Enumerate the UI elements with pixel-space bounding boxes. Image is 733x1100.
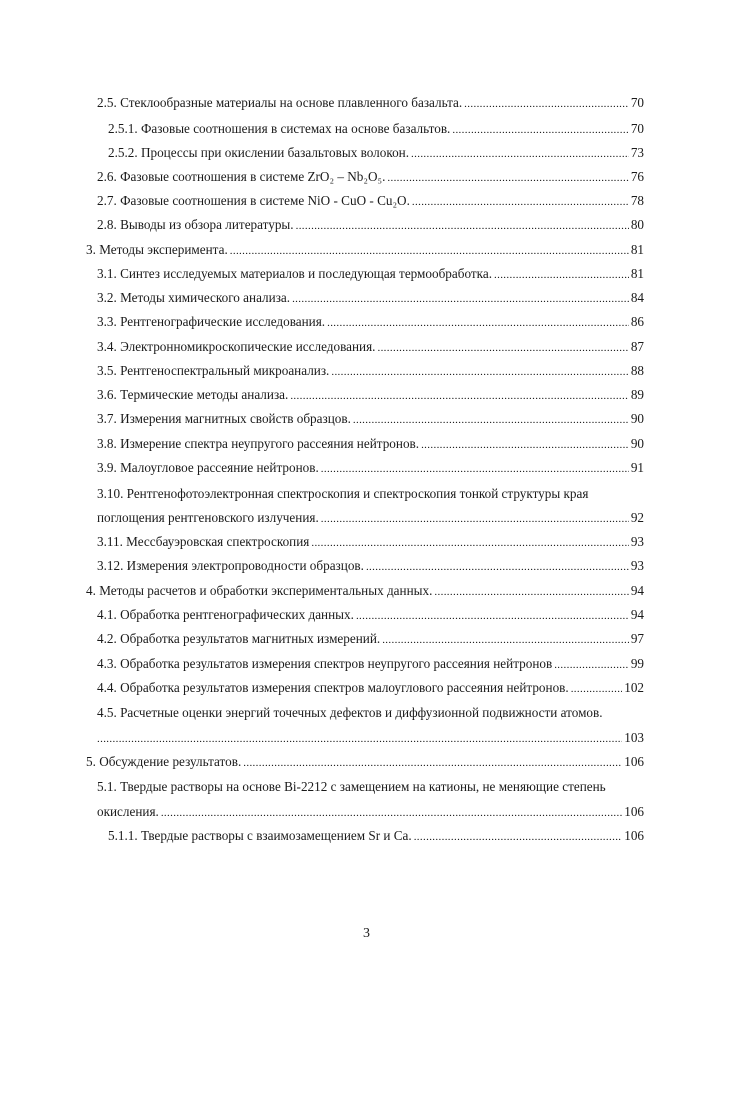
toc-entry[interactable] bbox=[108, 121, 644, 138]
dot-leader bbox=[311, 534, 628, 551]
toc-entry-page: 88 bbox=[630, 363, 644, 378]
toc-entry-title: 4.3. Обработка результатов измерения спектров неупругого рассеяния нейтронов bbox=[97, 656, 553, 671]
toc-entry[interactable] bbox=[86, 754, 644, 771]
toc-entry-title: 3.5. Рентгеноспектральный микроанализ. bbox=[97, 363, 330, 378]
toc-entry[interactable] bbox=[97, 95, 644, 112]
toc-entry-page: 97 bbox=[630, 631, 644, 646]
toc-entry-title: 2.5.2. Процессы при окислении базальтовых волокон. bbox=[108, 145, 410, 160]
dot-leader bbox=[387, 169, 628, 186]
toc-entry-title[interactable]: 5.1. Твердые растворы на основе Bi-2212 с замещением на катионы, не меняющие степень bbox=[97, 779, 606, 794]
toc-entry[interactable] bbox=[108, 828, 644, 845]
dot-leader bbox=[452, 121, 628, 138]
toc-entry-title: 3.6. Термические методы анализа. bbox=[97, 387, 289, 402]
toc-entry-title: 4.1. Обработка рентгенографических данных. bbox=[97, 607, 354, 622]
toc-entry-page: 106 bbox=[624, 754, 644, 769]
toc-entry[interactable] bbox=[97, 436, 644, 453]
dot-leader bbox=[321, 460, 629, 477]
dot-leader bbox=[421, 436, 629, 453]
dot-leader bbox=[366, 558, 629, 575]
dot-leader bbox=[571, 680, 623, 697]
toc-entry[interactable] bbox=[97, 558, 644, 575]
toc-entry[interactable] bbox=[97, 534, 644, 551]
toc-entry-title-continued: поглощения рентгеновского излучения. bbox=[97, 510, 319, 525]
page-number: 3 bbox=[363, 926, 370, 941]
dot-leader bbox=[464, 95, 629, 112]
toc-entry-title: 2.6. Фазовые соотношения в системе ZrO₂ – Nb₂O₅. bbox=[97, 169, 386, 184]
toc-entry-title: 2.7. Фазовые соотношения в системе NiO - CuO - Cu₂O. bbox=[97, 193, 410, 208]
toc-entry-page: 84 bbox=[630, 290, 644, 305]
dot-leader bbox=[230, 242, 629, 259]
toc-entry-title: 5. Обсуждение результатов. bbox=[86, 754, 242, 769]
toc-entry[interactable] bbox=[97, 193, 644, 210]
toc-entry[interactable] bbox=[86, 242, 644, 259]
toc-entry-page: 78 bbox=[630, 193, 644, 208]
dot-leader bbox=[411, 145, 629, 162]
dot-leader bbox=[412, 193, 629, 210]
dot-leader bbox=[353, 411, 629, 428]
dot-leader bbox=[434, 583, 628, 600]
toc-entry-page: 103 bbox=[624, 730, 644, 745]
dot-leader bbox=[494, 266, 629, 283]
toc-entry-page: 80 bbox=[630, 217, 644, 232]
toc-entry-page: 99 bbox=[630, 656, 644, 671]
dot-leader bbox=[321, 510, 629, 527]
toc-entry[interactable] bbox=[97, 460, 644, 477]
toc-entry[interactable] bbox=[97, 804, 644, 821]
toc-entry-page: 90 bbox=[630, 411, 644, 426]
toc-entry-title: 3.8. Измерение спектра неупругого рассеяния нейтронов. bbox=[97, 436, 420, 451]
dot-leader bbox=[414, 828, 623, 845]
toc-entry[interactable] bbox=[97, 363, 644, 380]
toc-entry[interactable] bbox=[97, 290, 644, 307]
toc-entry-page: 94 bbox=[630, 583, 644, 598]
toc-entry-title: 3.3. Рентгенографические исследования. bbox=[97, 314, 326, 329]
toc-entry[interactable] bbox=[97, 730, 644, 747]
toc-entry-page: 70 bbox=[630, 95, 644, 110]
toc-entry[interactable] bbox=[97, 387, 644, 404]
toc-entry-title: 2.5.1. Фазовые соотношения в системах на основе базальтов. bbox=[108, 121, 451, 136]
toc-entry-page: 106 bbox=[624, 804, 644, 819]
toc-entry-title: 2.5. Стеклообразные материалы на основе плавленного базальта. bbox=[97, 95, 463, 110]
toc-entry-page: 92 bbox=[630, 510, 644, 525]
dot-leader bbox=[327, 314, 629, 331]
toc-entry[interactable] bbox=[86, 583, 644, 600]
dot-leader bbox=[243, 754, 622, 771]
toc-entry[interactable] bbox=[97, 607, 644, 624]
toc-entry-title[interactable]: 4.5. Расчетные оценки энергий точечных дефектов и диффузионной подвижности атомов. bbox=[97, 705, 603, 720]
dot-leader bbox=[296, 217, 629, 234]
toc-entry-title: 2.8. Выводы из обзора литературы. bbox=[97, 217, 294, 232]
toc-entry-page: 73 bbox=[630, 145, 644, 160]
toc-entry-title: 3.2. Методы химического анализа. bbox=[97, 290, 291, 305]
toc-entry-title[interactable]: 3.10. Рентгенофотоэлектронная спектроскопия и спектроскопия тонкой структуры края bbox=[97, 486, 589, 501]
toc-entry-page: 81 bbox=[630, 266, 644, 281]
toc-entry-title-continued: окисления. bbox=[97, 804, 159, 819]
toc-entry-page: 102 bbox=[624, 680, 644, 695]
toc-entry[interactable] bbox=[97, 680, 644, 697]
toc-entry-title: 3.11. Мессбауэровская спектроскопия bbox=[97, 534, 310, 549]
toc-entry-page: 93 bbox=[630, 534, 644, 549]
toc-entry[interactable] bbox=[97, 217, 644, 234]
toc-entry-page: 70 bbox=[630, 121, 644, 136]
toc-entry-title: 3.9. Малоугловое рассеяние нейтронов. bbox=[97, 460, 319, 475]
toc-entry-title: 3.7. Измерения магнитных свойств образцов. bbox=[97, 411, 351, 426]
toc-entry-title: 4. Методы расчетов и обработки экспериментальных данных. bbox=[86, 583, 433, 598]
toc-entry[interactable] bbox=[97, 656, 644, 673]
toc-entry[interactable] bbox=[108, 145, 644, 162]
toc-entry-title: 3. Методы эксперимента. bbox=[86, 242, 228, 257]
toc-entry[interactable] bbox=[97, 266, 644, 283]
toc-entry-page: 91 bbox=[630, 460, 644, 475]
dot-leader bbox=[292, 290, 629, 307]
toc-entry-title: 3.12. Измерения электропроводности образцов. bbox=[97, 558, 364, 573]
dot-leader bbox=[356, 607, 629, 624]
toc-entry[interactable] bbox=[97, 510, 644, 527]
toc-entry-title: 5.1.1. Твердые растворы с взаимозамещением Sr и Ca. bbox=[108, 828, 412, 843]
toc-entry-title: 4.2. Обработка результатов магнитных измерений. bbox=[97, 631, 381, 646]
dot-leader bbox=[331, 363, 628, 380]
toc-entry[interactable] bbox=[97, 314, 644, 331]
dot-leader bbox=[377, 339, 628, 356]
dot-leader bbox=[554, 656, 629, 673]
dot-leader bbox=[161, 804, 622, 821]
toc-entry-page: 87 bbox=[630, 339, 644, 354]
toc-entry-title: 3.1. Синтез исследуемых материалов и последующая термообработка. bbox=[97, 266, 492, 281]
toc-entry-page: 93 bbox=[630, 558, 644, 573]
toc-entry[interactable] bbox=[97, 339, 644, 356]
toc-entry-page: 89 bbox=[630, 387, 644, 402]
toc-entry-page: 94 bbox=[630, 607, 644, 622]
dot-leader bbox=[97, 730, 622, 747]
toc-entry-title: 3.4. Электронномикроскопические исследования. bbox=[97, 339, 376, 354]
toc-entry[interactable] bbox=[97, 631, 644, 648]
toc-entry-page: 76 bbox=[630, 169, 644, 184]
toc-entry-page: 106 bbox=[624, 828, 644, 843]
toc-entry-page: 86 bbox=[630, 314, 644, 329]
toc-entry-page: 81 bbox=[630, 242, 644, 257]
dot-leader bbox=[290, 387, 629, 404]
toc-entry-page: 90 bbox=[630, 436, 644, 451]
dot-leader bbox=[382, 631, 629, 648]
toc-entry[interactable] bbox=[97, 411, 644, 428]
toc-entry[interactable] bbox=[97, 169, 644, 186]
toc-entry-title: 4.4. Обработка результатов измерения спектров малоуглового рассеяния нейтронов. bbox=[97, 680, 569, 695]
